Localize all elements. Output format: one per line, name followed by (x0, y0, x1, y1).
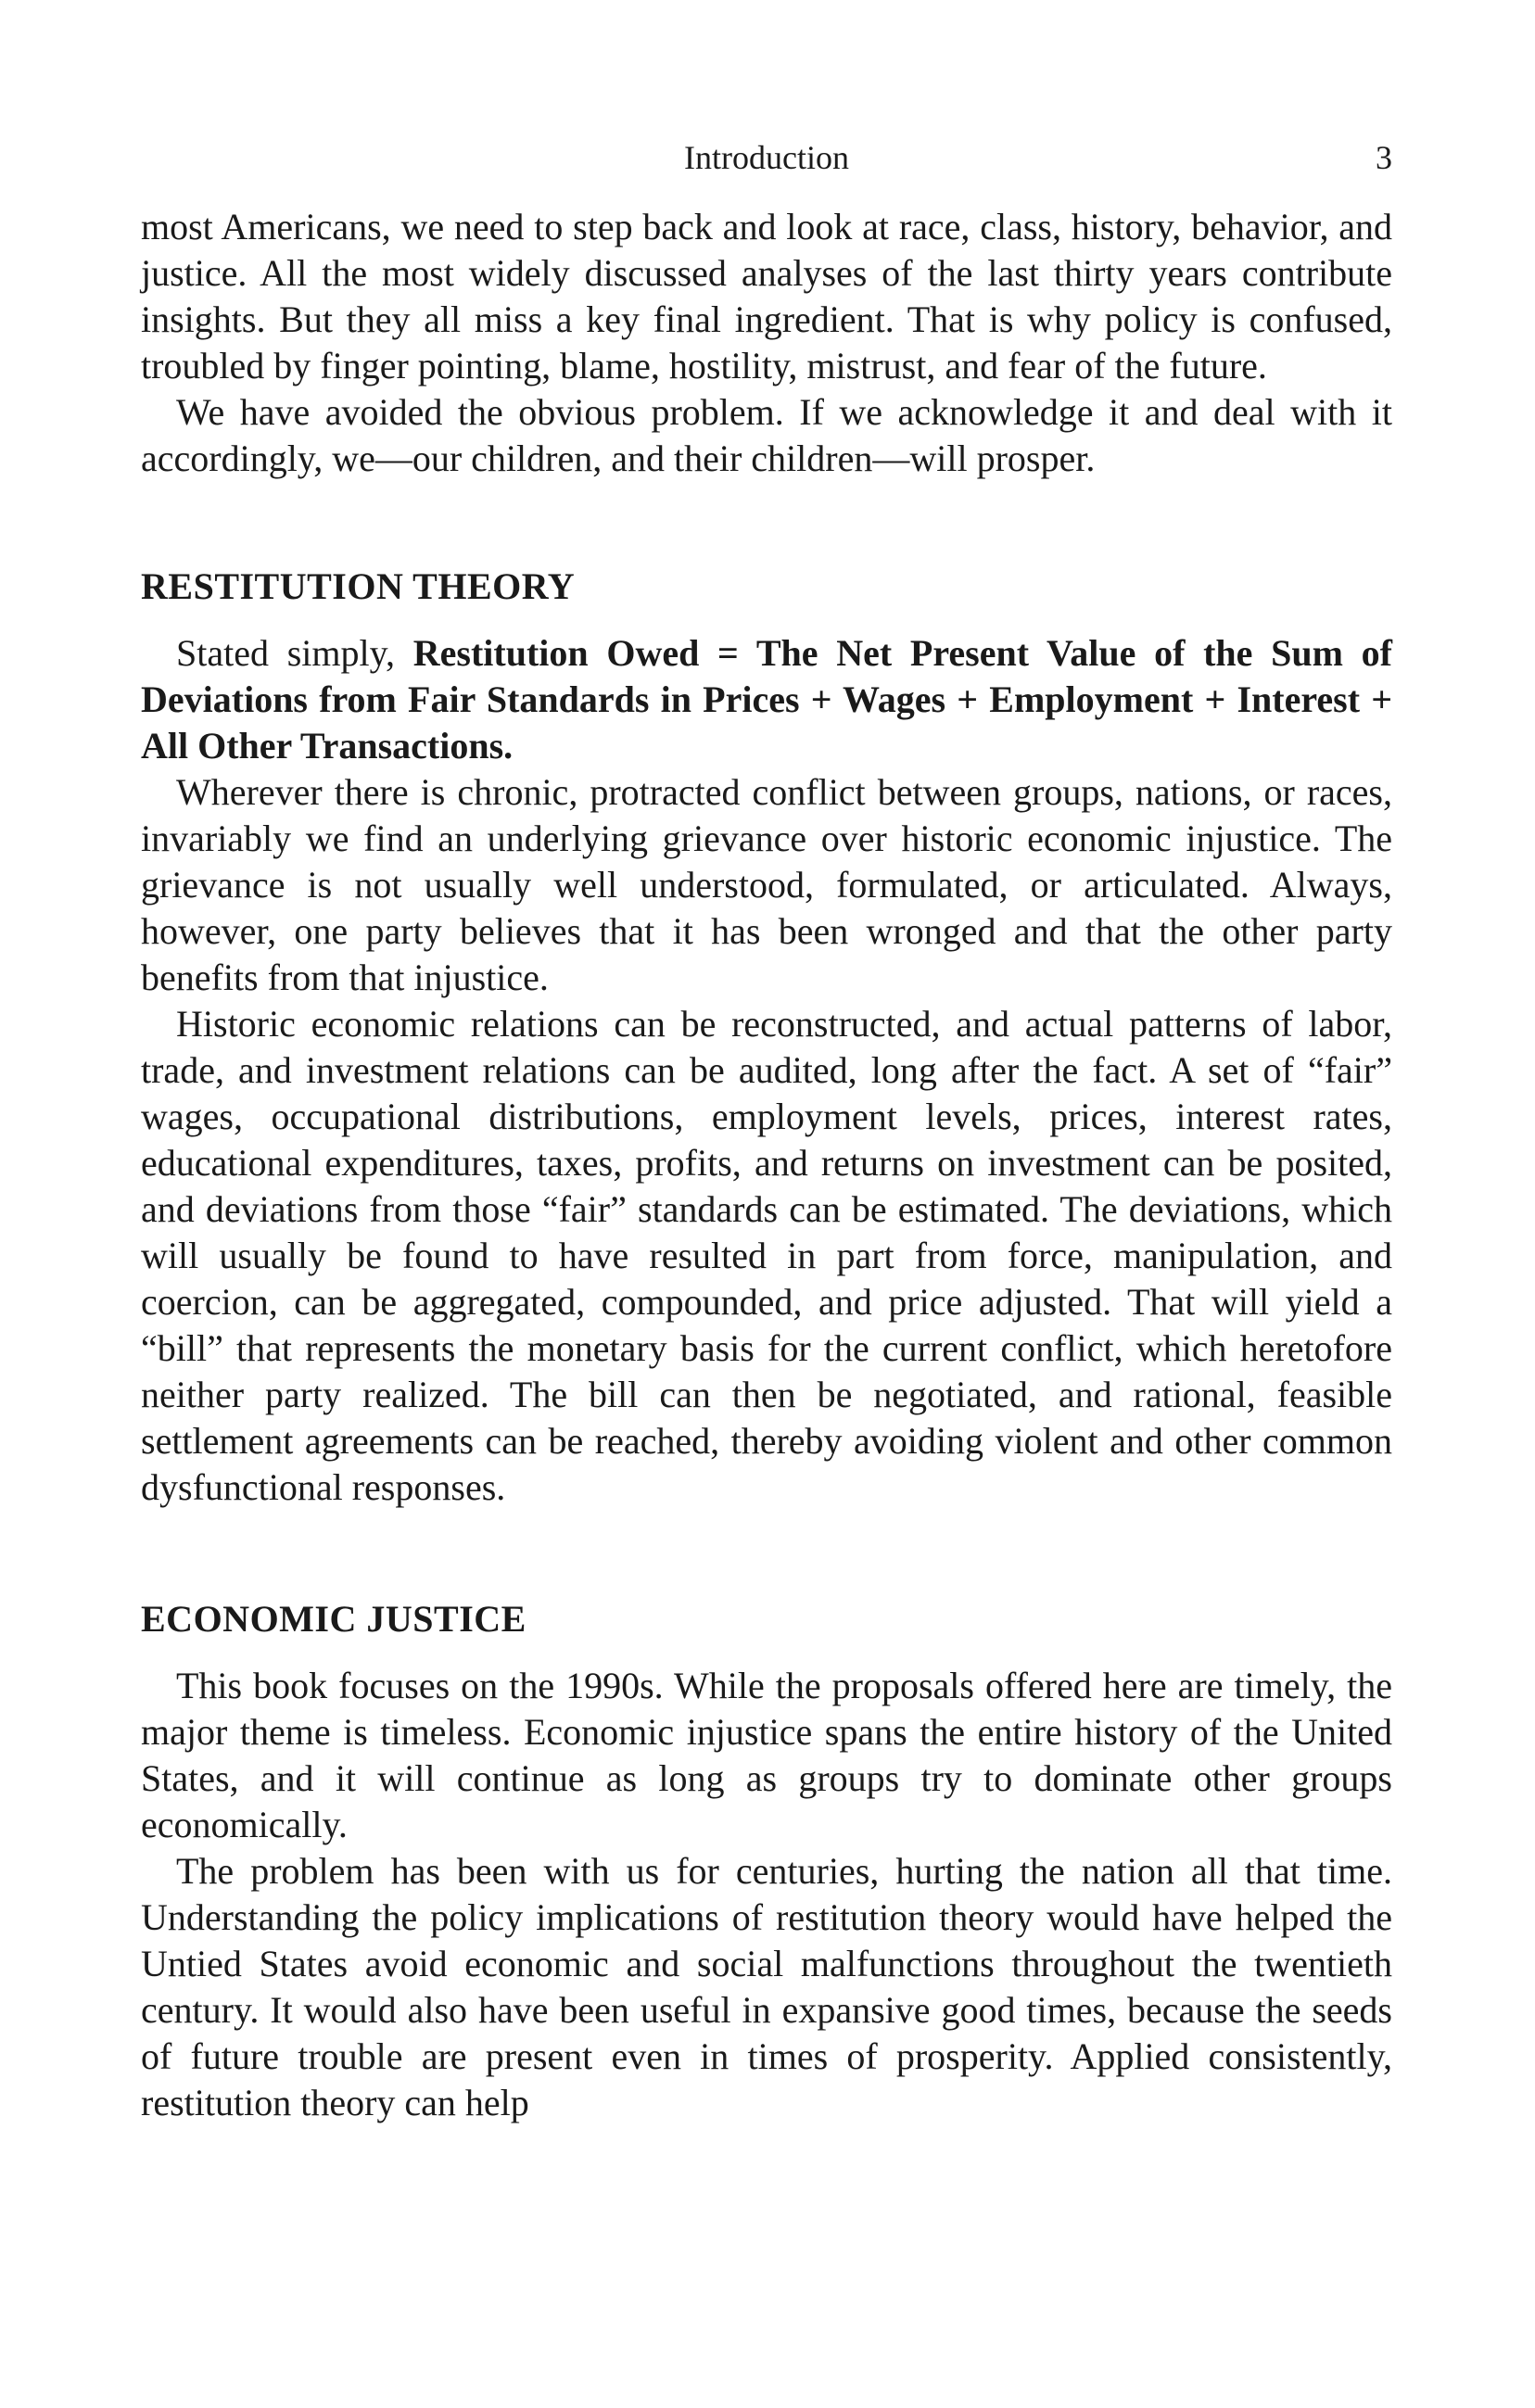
body-paragraph: The problem has been with us for centuries, hurting the nation all that time. Understanding the policy implications of restitution theory would have helped the Untied States avoid economic and social malfunctions throughout the twentieth century. It would also have been useful in expansive good times, because the seeds of future trouble are present even in times of prosperity. Applied consistently, restitution theory can help (141, 1850, 1392, 2123)
section-heading-restitution-theory: RESTITUTION THEORY (141, 565, 576, 607)
book-page (141, 130, 1392, 2126)
restitution-formula: Restitution Owed = The Net Present Value of the Sum of Deviations from Fair Standards in Prices + Wages + Employment + Interest + All Other Transactions. (141, 632, 1392, 767)
body-paragraph: Historic economic relations can be reconstructed, and actual patterns of labor, trade, and investment relations can be audited, long after the fact. A set of “fair” wages, occupational distributions, employment levels, prices, interest rates, educational expenditures, taxes, profits, and returns on investment can be posited, and deviations from those “fair” standards can be estimated. The deviations, which will usually be found to have resulted in part from force, manipulation, and coercion, can be aggregated, compounded, and price adjusted. That will yield a “bill” that represents the monetary basis for the current conflict, which heretofore neither party realized. The bill can then be negotiated, and rational, feasible settlement agreements can be reached, thereby avoiding violent and other common dysfunctional responses. (141, 1003, 1392, 1508)
intro-paragraph: We have avoided the obvious problem. If we acknowledge it and deal with it accordingly, we—our children, and their children—will prosper. (141, 391, 1392, 479)
running-head-title: Introduction (684, 139, 849, 176)
formula-paragraph (141, 630, 1392, 769)
intro-section (141, 204, 1392, 482)
formula-lead: Stated simply, (176, 632, 413, 674)
section-heading-economic-justice: ECONOMIC JUSTICE (141, 1598, 526, 1640)
page-number: 3 (1376, 139, 1392, 176)
body-paragraph: Wherever there is chronic, protracted conflict between groups, nations, or races, invariably we find an underlying grievance over historic economic injustice. The grievance is not usually well understood, formulated, or articulated. Always, however, one party believes that it has been wronged and that the other party benefits from that injustice. (141, 771, 1392, 998)
restitution-theory-section (141, 630, 1392, 1511)
intro-paragraph: most Americans, we need to step back and look at race, class, history, behavior, and justice. All the most widely discussed analyses of the last thirty years contribute insights. But they all miss a key final ingredient. That is why policy is confused, troubled by finger pointing, blame, hostility, mistrust, and fear of the future. (141, 206, 1392, 387)
body-paragraph: This book focuses on the 1990s. While the proposals offered here are timely, the major theme is timeless. Economic injustice spans the entire history of the United States, and it will continue as long as groups try to dominate other groups economically. (141, 1665, 1392, 1845)
running-head (141, 130, 1392, 185)
economic-justice-section (141, 1663, 1392, 2126)
